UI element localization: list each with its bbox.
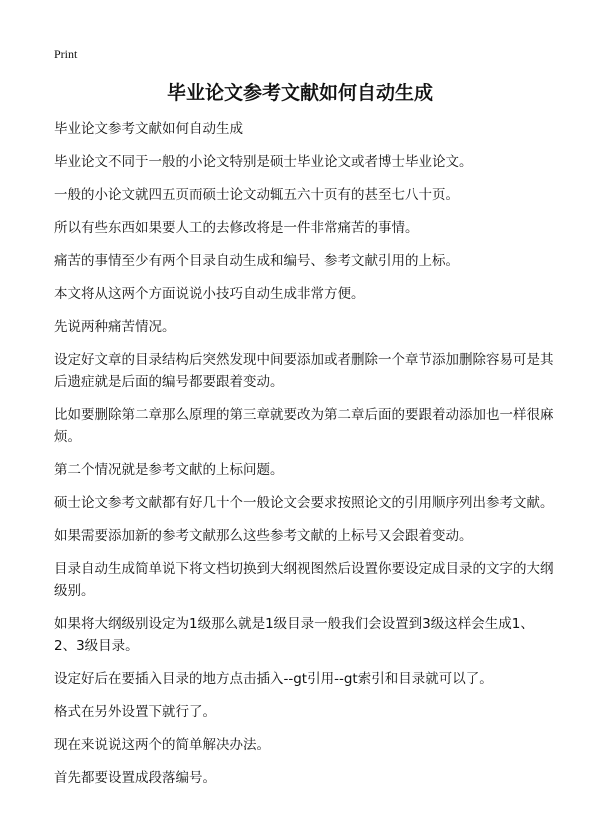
paragraph: 毕业论文不同于一般的小论文特别是硕士毕业论文或者博士毕业论文。 xyxy=(54,154,473,170)
paragraph: 设定好文章的目录结构后突然发现中间要添加或者删除一个章节添加删除容易可是其后遗症就是后面的编号都要跟着变动。 xyxy=(54,352,554,390)
document-title: 毕业论文参考文献如何自动生成 xyxy=(166,82,433,104)
paragraph: 所以有些东西如果要人工的去修改将是一件非常痛苦的事情。 xyxy=(54,220,419,236)
paragraph: 现在来说说这两个的简单解决办法。 xyxy=(54,737,270,753)
paragraph: 一般的小论文就四五页而硕士论文动辄五六十页有的甚至七八十页。 xyxy=(54,187,459,203)
paragraph: 痛苦的事情至少有两个目录自动生成和编号、参考文献引用的上标。 xyxy=(54,253,459,269)
paragraph: 如果将大纲级别设定为1级那么就是1级目录一般我们会设置到3级这样会生成1、2、3级目录。 xyxy=(54,616,534,654)
print-label: Print xyxy=(54,47,78,61)
paragraph: 比如要删除第二章那么原理的第三章就要改为第二章后面的要跟着动添加也一样很麻烦。 xyxy=(54,407,554,445)
paragraph: 如果需要添加新的参考文献那么这些参考文献的上标号又会跟着变动。 xyxy=(54,528,473,544)
paragraph: 目录自动生成简单说下将文档切换到大纲视图然后设置你要设定成目录的文字的大纲级别。 xyxy=(54,561,554,599)
paragraph: 毕业论文参考文献如何自动生成 xyxy=(54,121,243,137)
paragraph: 首先都要设置成段落编号。 xyxy=(54,770,216,786)
paragraph: 第二个情况就是参考文献的上标问题。 xyxy=(54,462,284,478)
paragraph: 设定好后在要插入目录的地方点击插入--gt引用--gt索引和目录就可以了。 xyxy=(54,671,493,687)
paragraph: 先说两种痛苦情况。 xyxy=(54,319,176,335)
paragraph: 本文将从这两个方面说说小技巧自动生成非常方便。 xyxy=(54,286,365,302)
document-body xyxy=(54,118,554,800)
paragraph: 硕士论文参考文献都有好几十个一般论文会要求按照论文的引用顺序列出参考文献。 xyxy=(54,495,554,511)
paragraph: 格式在另外设置下就行了。 xyxy=(54,704,216,720)
